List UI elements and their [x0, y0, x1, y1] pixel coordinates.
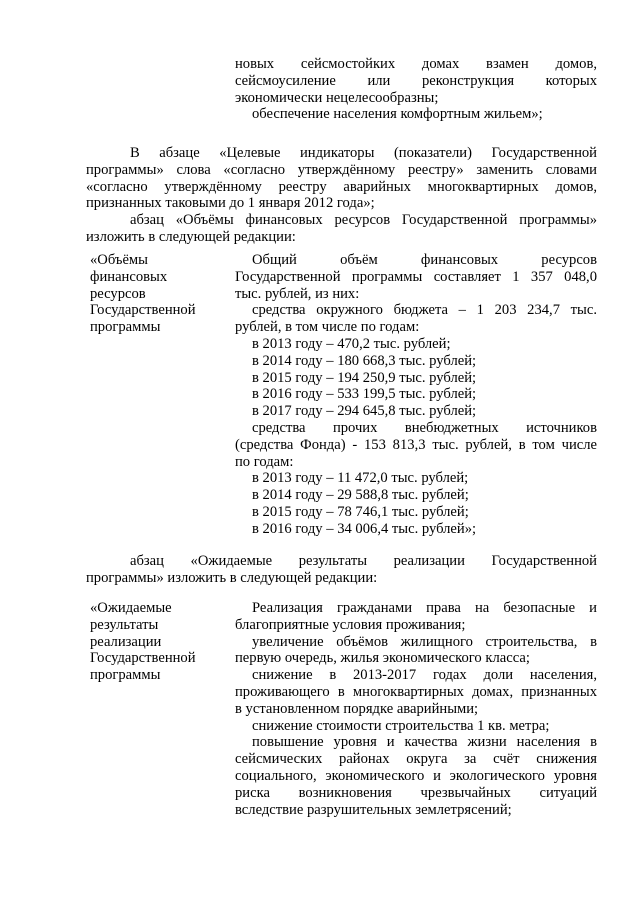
label-line: «Объёмы	[90, 252, 148, 268]
year-line: в 2014 году – 29 588,8 тыс. рублей;	[252, 487, 469, 504]
label-line: Государственной	[90, 302, 196, 319]
label-line: программы	[90, 667, 161, 684]
label-line: «Ожидаемые	[90, 600, 172, 616]
label-line: результаты	[90, 616, 159, 633]
text-line: Государственной программы составляет 1 357 048,0	[235, 268, 597, 285]
text-line: первую очередь, жилья экономического класса;	[235, 650, 530, 667]
text-line: в установленном порядке аварийными;	[235, 700, 479, 717]
text-line: средства окружного бюджета – 1 203 234,7 тыс.	[252, 302, 597, 319]
text-line: сейсмических районах округа за счёт снижения	[235, 751, 597, 768]
text-line: обеспечение населения комфортным жильем»;	[252, 106, 543, 123]
text-line: абзац «Объёмы финансовых ресурсов Государственной программы»	[130, 212, 597, 228]
year-line: в 2014 году – 180 668,3 тыс. рублей;	[252, 352, 477, 369]
row-value	[235, 252, 597, 538]
text-line: Общий объём финансовых ресурсов	[252, 252, 597, 268]
text-line: новых сейсмостойких домах взамен домов,	[235, 56, 597, 72]
text-line: Реализация гражданами права на безопасные и	[252, 600, 597, 616]
paragraph-target-indicators	[86, 145, 597, 212]
text-line: повышение уровня и качества жизни населения в	[252, 734, 597, 751]
label-line: реализации	[90, 633, 162, 650]
year-line: в 2013 году – 470,2 тыс. рублей;	[252, 335, 451, 352]
text-line: сейсмоусиление или реконструкция которых	[235, 72, 597, 89]
paragraph-expected-results	[86, 553, 597, 587]
text-line: риска возникновения чрезвычайных ситуаций	[235, 784, 597, 801]
text-line: по годам:	[235, 453, 294, 470]
text-line: абзац «Ожидаемые результаты реализации Государственной	[130, 553, 597, 569]
year-line: в 2013 году – 11 472,0 тыс. рублей;	[252, 470, 469, 487]
text-line: вследствие разрушительных землетрясений;	[235, 801, 512, 818]
label-line: Государственной	[90, 650, 196, 667]
text-line: программы» слова «согласно утверждённому реестру» заменить словами	[86, 161, 597, 178]
text-line: рублей, в том числе по годам:	[235, 319, 420, 336]
text-line: программы» изложить в следующей редакции:	[86, 569, 378, 586]
text-line: благоприятные условия проживания;	[235, 616, 466, 633]
text-line: снижение стоимости строительства 1 кв. метра;	[252, 717, 550, 734]
year-line: в 2015 году – 78 746,1 тыс. рублей;	[252, 503, 469, 520]
text-line: признанных таковыми до 1 января 2012 года»;	[86, 195, 375, 212]
year-line: в 2016 году – 34 006,4 тыс. рублей»;	[252, 520, 477, 537]
text-line: снижение в 2013-2017 годах доли населения,	[252, 667, 597, 684]
text-line: (средства Фонда) - 153 813,3 тыс. рублей, в том числе	[235, 436, 597, 453]
text-line: В абзаце «Целевые индикаторы (показатели) Государственной	[130, 145, 597, 161]
row-value	[235, 600, 597, 818]
text-line: «согласно утверждённому реестру аварийных многоквартирных домов,	[86, 178, 597, 195]
text-line: изложить в следующей редакции:	[86, 228, 296, 245]
year-line: в 2016 году – 533 199,5 тыс. рублей;	[252, 386, 477, 403]
paragraph-financial-volumes	[86, 212, 597, 246]
row-label	[90, 600, 230, 684]
text-line: проживающего в многоквартирных домах, признанных	[235, 683, 597, 700]
row-label	[90, 252, 230, 336]
text-line: средства прочих внебюджетных источников	[252, 419, 597, 436]
text-line: экономически нецелесообразны;	[235, 89, 439, 106]
label-line: финансовых	[90, 268, 168, 285]
label-line: программы	[90, 319, 161, 336]
text-line: социального, экономического и экологического уровня	[235, 767, 597, 784]
text-line: тыс. рублей, из них:	[235, 285, 360, 302]
label-line: ресурсов	[90, 285, 146, 302]
year-line: в 2017 году – 294 645,8 тыс. рублей;	[252, 403, 477, 420]
continuation-text	[235, 56, 597, 123]
text-line: увеличение объёмов жилищного строительства, в	[252, 633, 597, 650]
year-line: в 2015 году – 194 250,9 тыс. рублей;	[252, 369, 477, 386]
